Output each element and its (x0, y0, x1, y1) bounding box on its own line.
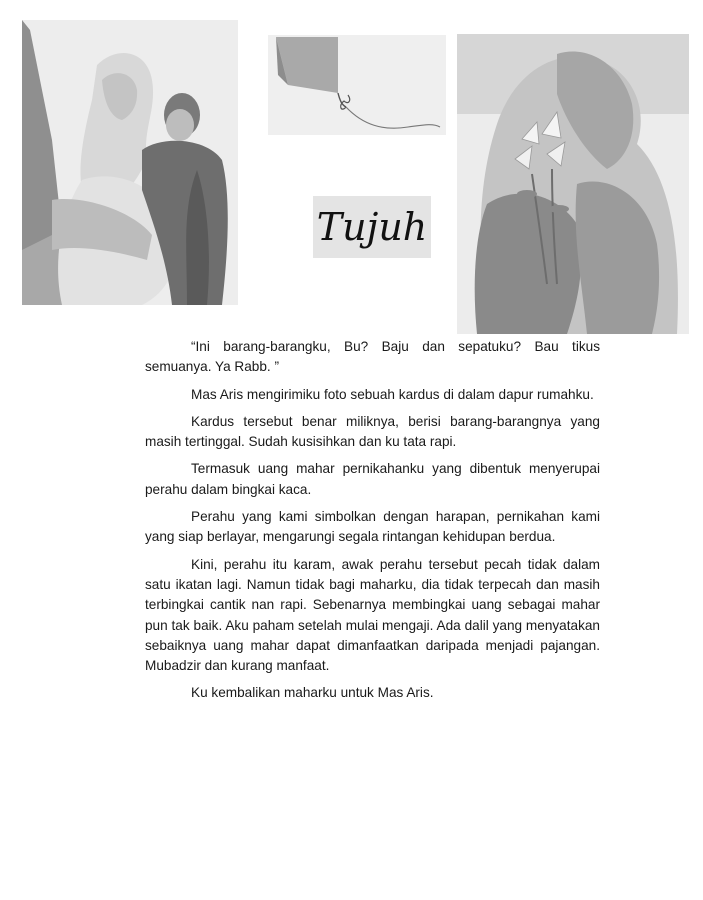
paragraph: Kini, perahu itu karam, awak perahu tersebut pecah tidak dalam satu ikatan lagi. Namun tidak bagi maharku, dia tidak terpecah dan masih terbingkai cantik nan rapi. Sebenarnya membingkai uang sebagai mahar pun tak baik. Aku paham setelah mulai mengaji. Ada dalil yang menyatakan sebaiknya uang mahar dapat dimanfaatkan daripada menjadi pajangan. Mubadzir dan kurang manfaat. (145, 556, 600, 674)
paragraph: Kardus tersebut benar miliknya, berisi barang-barangnya yang masih tertinggal. Sudah kusisihkan dan ku tata rapi. (145, 413, 600, 450)
paragraph: “Ini barang-barangku, Bu? Baju dan sepatuku? Bau tikus semuanya. Ya Rabb. ” (145, 339, 600, 375)
paragraph: Ku kembalikan maharku untuk Mas Aris. (191, 685, 434, 701)
chapter-body (145, 337, 600, 711)
couple-illustration (22, 20, 238, 305)
chapter-title: Tujuh (313, 196, 431, 258)
paragraph: Termasuk uang mahar pernikahanku yang dibentuk menyerupai perahu dalam bingkai kaca. (145, 461, 600, 497)
kite-illustration (268, 35, 446, 135)
woman-with-flowers-illustration (457, 34, 689, 334)
paragraph: Perahu yang kami simbolkan dengan harapan, pernikahan kami yang siap berlayar, mengarungi segala rintangan kehidupan berdua. (145, 509, 600, 545)
paragraph: Mas Aris mengirimiku foto sebuah kardus di dalam dapur rumahku. (191, 386, 594, 402)
